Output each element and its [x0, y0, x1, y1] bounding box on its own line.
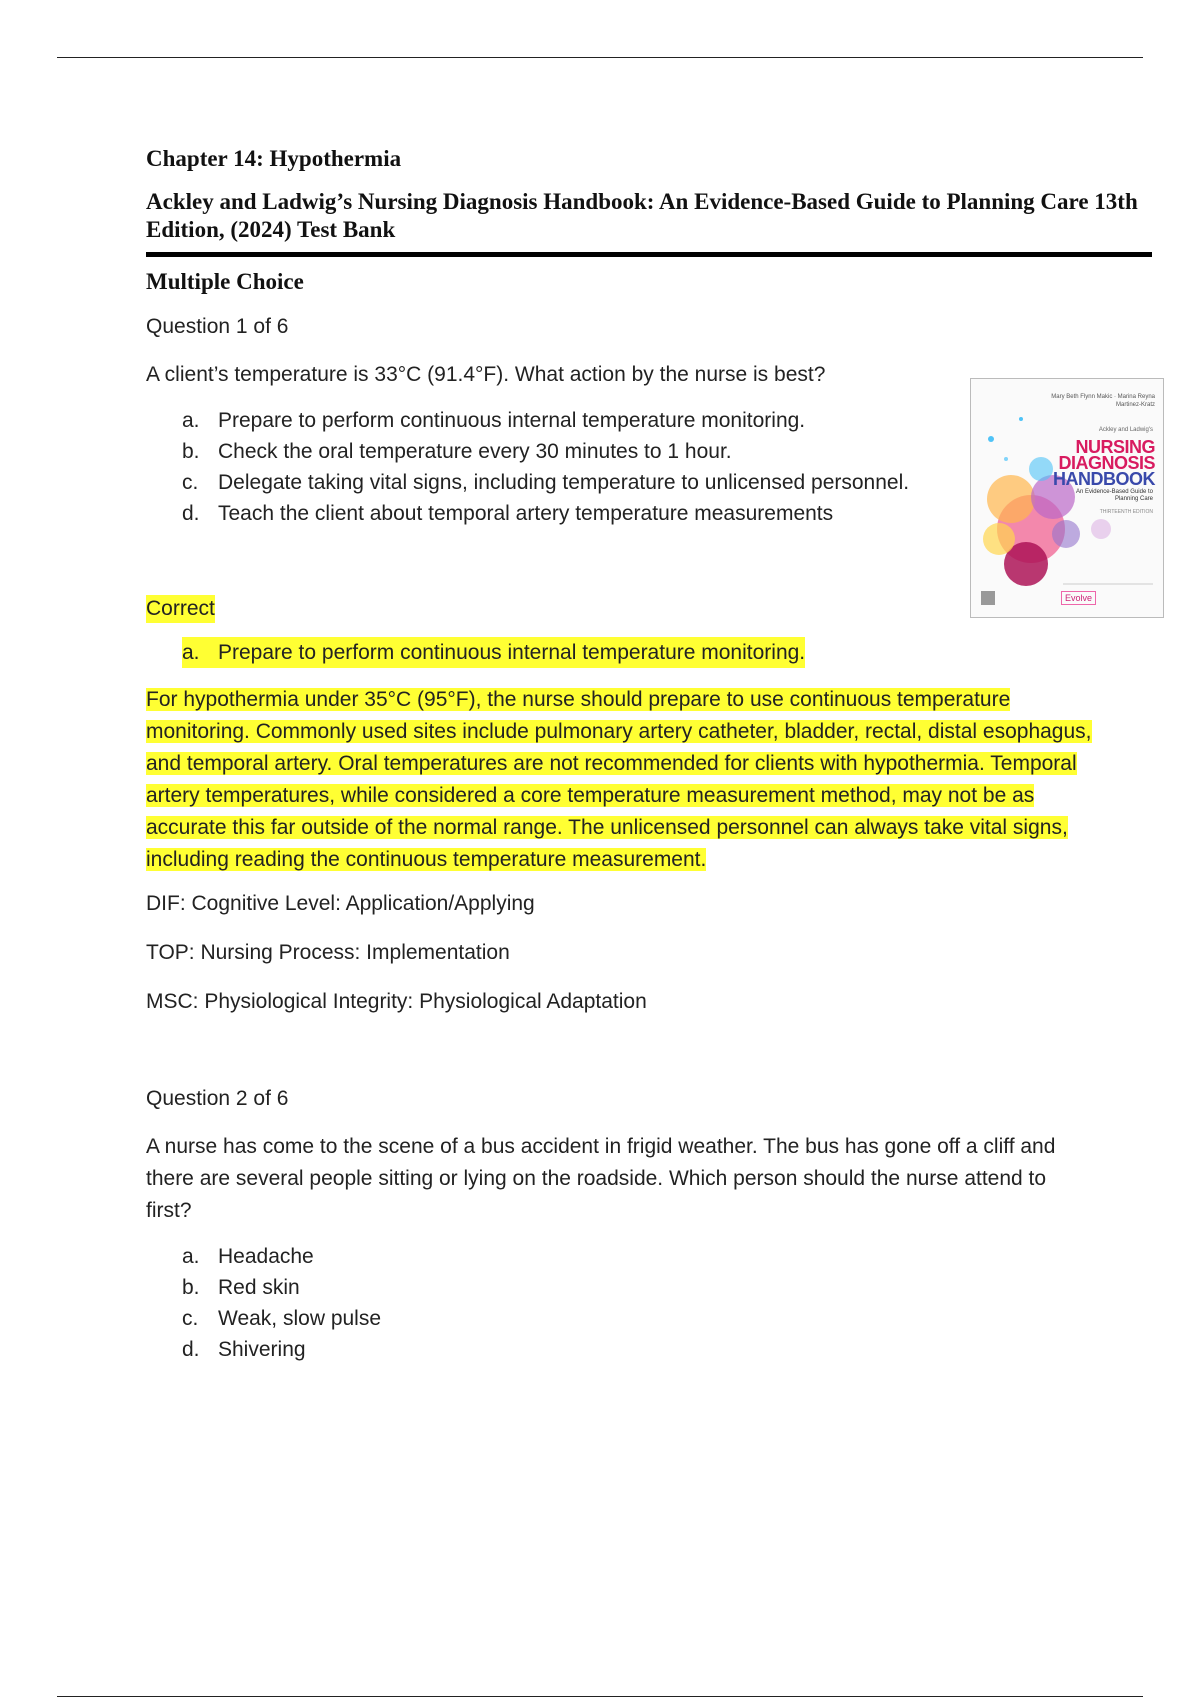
cover-evolve-logo: Evolve	[1061, 591, 1096, 605]
correct-label: Correct	[146, 595, 215, 623]
question-2-stem: A nurse has come to the scene of a bus accident in frigid weather. The bus has gone off a cliff and there are several people sitting or lying on the roadside. Which person should the nurse attend to first?	[146, 1135, 1056, 1222]
question-1-option-b: b. Check the oral temperature every 30 minutes to 1 hour.	[182, 440, 732, 463]
section-title: Multiple Choice	[146, 269, 304, 294]
cover-title-line3: HANDBOOK	[1053, 469, 1155, 489]
chapter-title: Chapter 14: Hypothermia	[146, 146, 402, 171]
question-2-option-d: d. Shivering	[182, 1338, 306, 1361]
book-title: Ackley and Ladwig’s Nursing Diagnosis Handbook: An Evidence-Based Guide to Planning Care 13th Edition, (2024) Test Bank	[146, 189, 1138, 242]
msc-line: MSC: Physiological Integrity: Physiological Adaptation	[146, 990, 647, 1013]
cover-edition: THIRTEENTH EDITION	[1099, 509, 1153, 515]
correct-answer	[146, 637, 1152, 668]
cover-title-line1: NURSING	[1075, 437, 1155, 457]
bottom-rule	[57, 1696, 1143, 1697]
correct-answer-letter: a.	[182, 641, 200, 664]
question-2-option-a: a. Headache	[182, 1245, 314, 1268]
dif-line: DIF: Cognitive Level: Application/Applying	[146, 892, 535, 915]
document-body	[146, 146, 1152, 1365]
top-rule	[57, 57, 1143, 58]
question-2-options	[146, 1241, 1152, 1365]
top-line: TOP: Nursing Process: Implementation	[146, 941, 510, 964]
question-2-option-b: b. Red skin	[182, 1276, 300, 1299]
cover-authors: Mary Beth Flynn Makic · Marina Reyna Martinez-Kratz	[1051, 394, 1155, 408]
heading-divider	[146, 252, 1152, 257]
question-1-option-d: d. Teach the client about temporal artery temperature measurements	[182, 502, 834, 525]
cover-series: Ackley and Ladwig's	[1098, 427, 1153, 433]
correct-answer-text: Prepare to perform continuous internal temperature monitoring.	[218, 641, 806, 664]
cover-title-line2: DIAGNOSIS	[1058, 453, 1155, 473]
question-1-stem: A client’s temperature is 33°C (91.4°F). What action by the nurse is best?	[146, 363, 826, 386]
question-1-option-c: c. Delegate taking vital signs, including temperature to unlicensed personnel.	[182, 471, 910, 494]
cover-subtitle: An Evidence-Based Guide to Planning Care	[1075, 489, 1153, 502]
question-1-option-a: a. Prepare to perform continuous internal temperature monitoring.	[182, 409, 806, 432]
publisher-logo-icon	[981, 591, 995, 605]
book-cover-image	[970, 378, 1164, 618]
question-1-counter: Question 1 of 6	[146, 315, 289, 338]
rationale: For hypothermia under 35°C (95°F), the nurse should prepare to use continuous temperature monitoring. Commonly used sites include pulmonary artery catheter, bladder, rectal, distal esophagus, and temporal artery. Oral temperatures are not recommended for clients with hypothermia. Temporal artery temperatures, while considered a core temperature measurement method, may not be as accurate this far outside of the normal range. The unlicensed personnel can always take vital signs, including reading the continuous temperature measurement.	[146, 688, 1092, 871]
question-2-counter: Question 2 of 6	[146, 1087, 289, 1110]
question-2-option-c: c. Weak, slow pulse	[182, 1307, 382, 1330]
